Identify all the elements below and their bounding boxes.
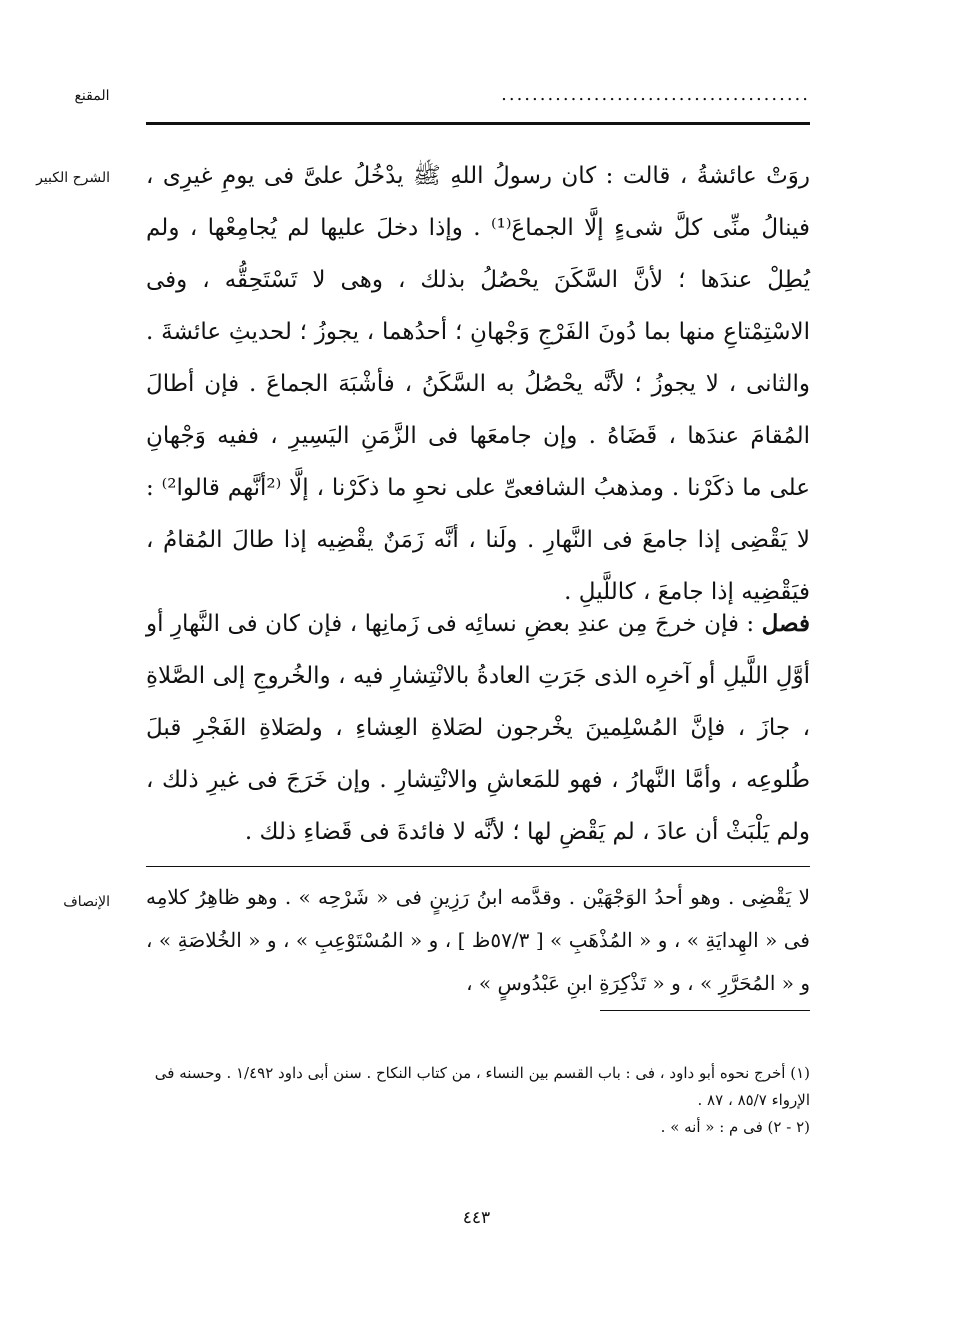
- section-label-insaf: الإنصاف: [63, 894, 110, 910]
- footnotes: [146, 1060, 810, 1141]
- fasl-paragraph: [146, 598, 810, 858]
- sharh-paragraph: روَتْ عائشةُ ، قالت : كان رسولُ اللهِ ﷺ يدْخُلُ علىَّ فى يومِ غيرِى ، فينالُ منِّى كلَّ شىءٍ إلَّا الجماعَ⁽¹⁾ . وإذا دخلَ عليها لم يُجامِعْها ، ولم يُطِلْ عندَها ؛ لأنَّ السَّكَنَ يحْصُلُ بذلك ، وهى لا تَسْتَحِقُّه ، وفى الاسْتِمْتاعِ منها بما دُونَ الفَرْجِ وَجْهانِ ؛ أحدُهما ، يجوزُ ؛ لحديثِ عائشةَ . والثانى ، لا يجوزُ ؛ لأنَّه يحْصُلُ به السَّكَنُ ، فأشْبَهَ الجماعَ . فإن أطالَ المُقامَ عندَها ، قَضَاهُ . وإن جامعَها فى الزَّمَنِ اليَسِيرِ ، ففيه وَجْهانِ على ما ذكَرْنا . ومذهبُ الشافعىِّ على نحوِ ما ذكَرْنا ، إلَّا ⁽²أنَّهم قالوا²⁾ : لا يَقْضِى إذا جامعَ فى النَّهارِ . ولَنا ، أنَّه زَمَنٌ يقْضِيه إذا طالَ المُقامُ ، فيَقْضِيه إذا جامعَ ، كاللَّيلِ .: [146, 163, 810, 605]
- footnote-2: (٢ - ٢) فى م : « أنه » .: [660, 1118, 810, 1136]
- section-label-sharh: الشرح الكبير: [36, 170, 110, 186]
- section-divider: [146, 866, 810, 867]
- fasl-heading: فصل: [761, 610, 810, 637]
- book-title: المقنع: [74, 88, 110, 104]
- footnote-1: (١) أخرج نحوه أبو داود ، فى : باب القسم بين النساء ، من كتاب النكاح . سنن أبى داود ١/٤٩٢ . وحسنه فى الإرواء ٨٥/٧ ، ٨٧ .: [154, 1064, 810, 1109]
- footnote-divider: [600, 1010, 810, 1011]
- page-number: ٤٤٣: [462, 1208, 491, 1228]
- fasl-text: : فإن خرجَ مِن عندِ بعضِ نسائِه فى زَمانِها ، فإن كان فى النَّهارِ أو أوَّلِ اللَّيلِ أو آخرِه الذى جَرَتِ العادةُ بالانْتِشارِ فيه ، والخُروجِ إلى الصَّلاةِ ، جازَ ، فإنَّ المُسْلِمينَ يخْرجون لصَلاةِ العِشاءِ ، ولصَلاةِ الفَجْرِ قبلَ طُلوعِه ، وأمَّا النَّهارُ ، فهو للمَعاشِ والانْتِشارِ . وإن خَرَجَ فى غيرِ ذلك ، ولم يَلْبَثْ أن عادَ ، لم يَقْضِ لها ؛ لأنَّه لا فائدةَ فى قَضاءِ ذلك .: [146, 611, 810, 845]
- header-rule: [146, 122, 810, 125]
- insaf-paragraph: لا يَقْضِى . وهو أحدُ الوَجْهَيْن . وقدَّمه ابنُ رَزِينٍ فى « شَرْحِه » . وهو ظاهِرُ كلامِه فى « الهِدايَةِ » ، و « المُذْهَبِ » [ ٥٧/٣ظ ] ، و « المُسْتَوْعِبِ » ، و « الخُلاصَةِ » ، و « المُحَرَّرِ » ، و « تَذْكِرَةِ ابنِ عَبْدُوسٍ » ،: [146, 885, 810, 995]
- header-dotted-leader: ........................................: [501, 84, 810, 105]
